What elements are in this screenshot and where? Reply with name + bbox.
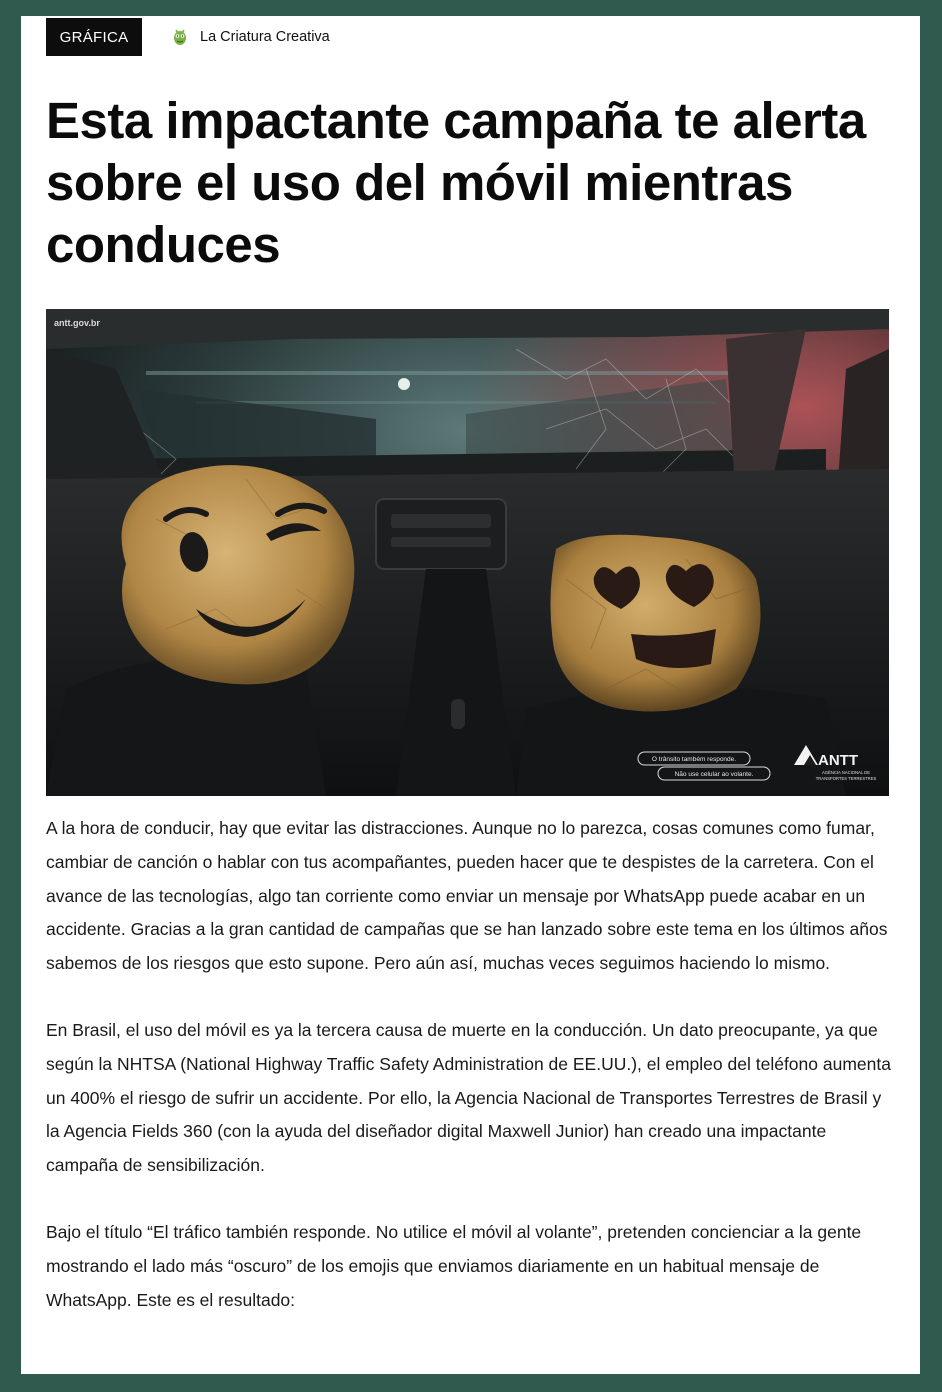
image-brand-sub1: AGÊNCIA NACIONAL DE [821,770,871,775]
article-meta [46,18,330,56]
article-paragraph: En Brasil, el uso del móvil es ya la tercera causa de muerte en la conducción. Un dato preocupante, ya que según la NHTSA (National Highway Traffic Safety Administration de EE.UU.), el empleo del teléfono aumenta un 400% el riesgo de sufrir un accidente. Por ello, la Agencia Nacional de Transportes Terrestres de Brasil y la Agencia Fields 360 (con la ayuda del diseñador digital Maxwell Junior) han creado una impactante campaña de sensibilización. [46,1019,891,1176]
winking-airbag [122,465,355,684]
image-brand: ANTT [818,752,858,769]
image-watermark: antt.gov.br [54,318,100,328]
image-brand-sub2: TRANSPORTES TERRESTRES [815,776,877,781]
category-tag[interactable]: GRÁFICA [46,18,142,56]
image-slogan-line1: O trânsito também responde. [651,756,737,763]
author-name: La Criatura Creativa [200,29,330,45]
article-paragraph: A la hora de conducir, hay que evitar las distracciones. Aunque no lo parezca, cosas comunes como fumar, cambiar de canción o hablar con tus acompañantes, pueden hacer que te despistes de la carretera. Con el avance de las tecnologías, algo tan corriente como enviar un mensaje por WhatsApp puede acabar en un accidente. Gracias a la gran cantidad de campañas que se han lanzado sobre este tema en los últimos años sabemos de los riesgos que esto supone. Pero aún así, muchas veces seguimos haciendo lo mismo. [46,818,888,974]
campaign-image [46,309,889,796]
article-paragraph: Bajo el título “El tráfico también responde. No utilice el móvil al volante”, pretenden concienciar a la gente mostrando el lado más “oscuro” de los emojis que enviamos diariamente en un habitual mensaje de WhatsApp. Este es el resultado: [46,1221,862,1310]
article-title: Esta impactante campaña te alerta sobre el uso del móvil mientras conduces [46,92,866,273]
article-body [46,812,896,1350]
image-slogan-line2: Não use celular ao volante. [674,771,754,778]
article-page [21,16,920,1374]
creature-logo-icon [172,27,188,47]
crashed-car-airbags-illustration [46,309,889,796]
heart-eyes-airbag [550,535,760,712]
author-link[interactable] [172,27,330,47]
